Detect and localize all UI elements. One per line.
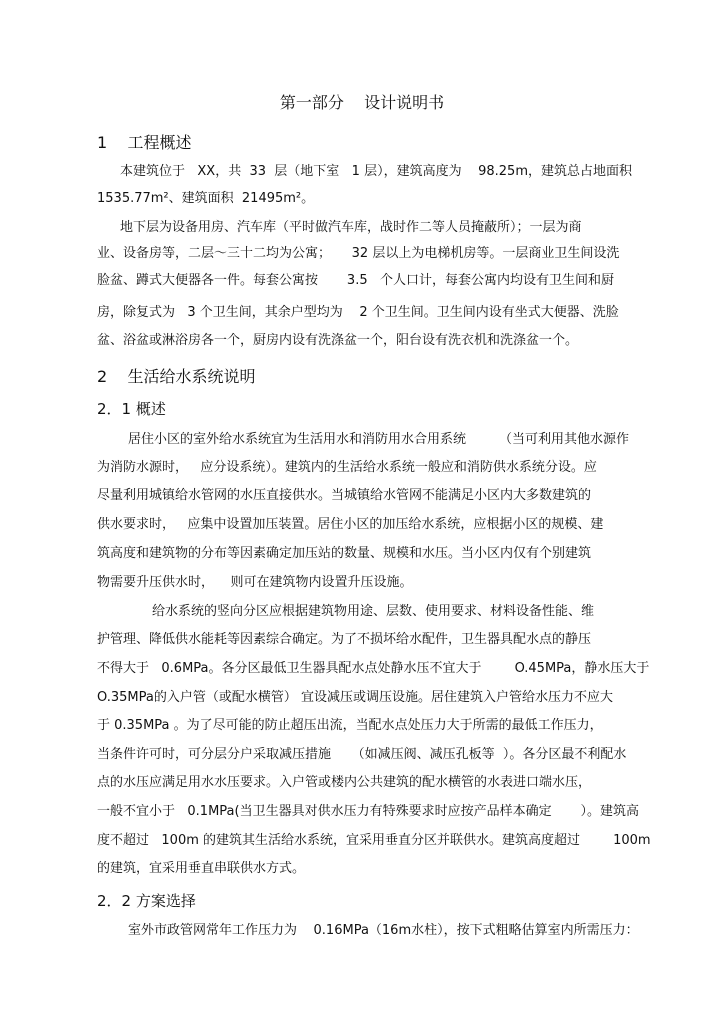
section-2-heading: 2 生活给水系统说明 bbox=[97, 367, 256, 386]
page-title: 第一部分 设计说明书 bbox=[279, 93, 445, 112]
section-2-1-line-2: 为消防水源时， 应分设系统）。建筑内的生活给水系统一般应和消防供水系统分设。应 bbox=[97, 460, 597, 475]
section-1-heading: 1 工程概述 bbox=[97, 133, 192, 152]
section-2-1-heading: 2．1 概述 bbox=[97, 400, 166, 418]
section-2-1-line-5: 筑高度和建筑物的分布等因素确定加压站的数量、规模和水压。当小区内仅有个别建筑 bbox=[97, 546, 592, 561]
section-2-1-line-9: 不得大于 0.6MPa。各分区最低卫生器具配水点处静水压不宜大于 O.45MPa，静水压大于 bbox=[97, 661, 650, 676]
section-1-line-6: 房，除复式为 3 个卫生间，其余户型均为 2 个卫生间。卫生间内设有坐式大便器、洗脸 bbox=[97, 305, 619, 320]
section-2-1-line-12: 当条件许可时，可分层分户采取减压措施 （如减压阀、减压孔板等 ）。各分区最不利配水 bbox=[97, 747, 627, 762]
section-2-1-line-13: 点的水压应满足用水水压要求。入户管或楼内公共建筑的配水横管的水表进口端水压， bbox=[97, 775, 592, 790]
section-1-line-4: 业、设备房等，二层～三十二均为公寓； 32 层以上为电梯机房等。一层商业卫生间设洗 bbox=[97, 246, 620, 261]
section-1-line-1: 本建筑位于 XX，共 33 层（地下室 1 层），建筑高度为 98.25m，建筑总占地面积 bbox=[120, 164, 632, 179]
section-2-1-line-15: 度不超过 100m 的建筑其生活给水系统，宜采用垂直分区并联供水。建筑高度超过 100m bbox=[97, 833, 651, 848]
section-2-1-line-10: O.35MPa的入户管（或配水横管） 宜设减压或调压设施。居住建筑入户管给水压力不应大 bbox=[97, 690, 613, 705]
section-2-2-heading: 2．2 方案选择 bbox=[97, 892, 196, 910]
section-2-1-line-4: 供水要求时， 应集中设置加压装置。居住小区的加压给水系统，应根据小区的规模、建 bbox=[97, 517, 604, 532]
section-2-2-line-1: 室外市政管网常年工作压力为 0.16MPa（16m水柱），按下式粗略估算室内所需压力： bbox=[128, 923, 639, 938]
section-2-1-line-16: 的建筑，宜采用垂直串联供水方式。 bbox=[97, 861, 306, 876]
section-2-1-line-8: 护管理、降低供水能耗等因素综合确定。为了不损坏给水配件，卫生器具配水点的静压 bbox=[97, 632, 592, 647]
section-1-line-7: 盆、浴盆或淋浴房各一个，厨房内设有洗涤盆一个，阳台设有洗衣机和洗涤盆一个。 bbox=[97, 333, 579, 348]
section-2-1-line-6: 物需要升压供水时， 则可在建筑物内设置升压设施。 bbox=[97, 575, 413, 590]
section-1-line-2: 1535.77m²、建筑面积 21495m²。 bbox=[97, 191, 315, 206]
section-2-1-line-1: 居住小区的室外给水系统宜为生活用水和消防用水合用系统 （当可利用其他水源作 bbox=[128, 432, 630, 447]
section-1-line-3: 地下层为设备用房、汽车库（平时做汽车库，战时作二等人员掩蔽所）；一层为商 bbox=[120, 220, 582, 235]
section-1-line-5: 脸盆、蹲式大便器各一件。每套公寓按 3.5 个人口计，每套公寓内均设有卫生间和厨 bbox=[97, 273, 614, 288]
section-2-1-line-14: 一般不宜小于 0.1MPa(当卫生器具对供水压力有特殊要求时应按产品样本确定 ）。建筑高 bbox=[97, 804, 640, 819]
section-2-1-line-3: 尽量利用城镇给水管网的水压直接供水。当城镇给水管网不能满足小区内大多数建筑的 bbox=[97, 488, 592, 503]
section-2-1-line-7: 给水系统的竖向分区应根据建筑物用途、层数、使用要求、材料设备性能、维 bbox=[152, 604, 595, 619]
section-2-1-line-11: 于 0.35MPa 。为了尽可能的防止超压出流，当配水点处压力大于所需的最低工作压力， bbox=[97, 718, 603, 733]
